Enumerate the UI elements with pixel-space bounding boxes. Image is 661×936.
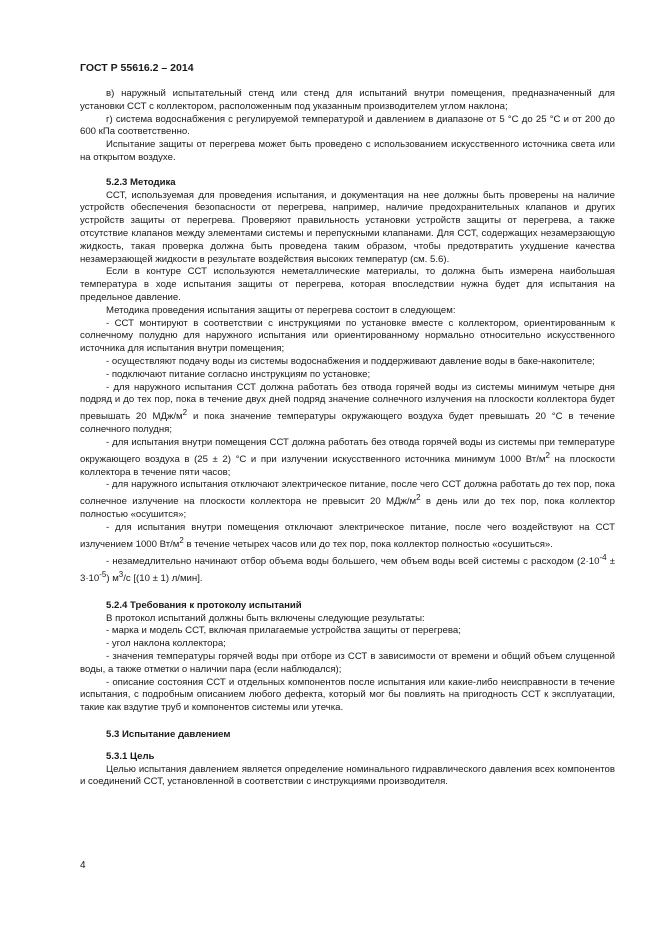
list-item-water-supply: - осуществляют подачу воды из системы водоснабжения и поддерживают давление воды в баке-накопителе; <box>106 355 595 367</box>
heading-5-3-1: 5.3.1 Цель <box>106 750 155 762</box>
list-item-power: - подключают питание согласно инструкциям по установке; <box>106 368 371 380</box>
list-item-indoor-power-off: - для испытания внутри помещения отключают электрическое питание, после чего воздействуют на ССТ излучением 1000 $Вт/м^2$ в течение четырех часов или до тех пор, пока коллектор полностью «осушиться». <box>80 522 615 551</box>
list-item-water-draw: - незамедлительно начинают отбор объема воды большего, чем объем воды всей системы с расходом $(2\cdot 10^{-4} \pm 3\cdot 10^{-5})$ $м^3/с$ [(10 ± 1) л/мин]. <box>80 552 615 585</box>
heading-5-3: 5.3 Испытание давлением <box>106 728 231 740</box>
paragraph-item-v: в) наружный испытательный стенд или стенд для испытаний внутри помещения, предназначенный для установки ССТ с коллектором, расположенным под указанным производителем углом наклона; <box>80 88 615 112</box>
list-item-tilt-angle: - угол наклона коллектора; <box>106 638 226 650</box>
paragraph-method-intro: Методика проведения испытания защиты от перегрева состоит в следующем: <box>106 304 456 316</box>
list-item-brand-model: - марка и модель ССТ, включая прилагаемые устройства защиты от перегрева; <box>106 625 461 637</box>
paragraph-pressure-goal: Целью испытания давлением является определение номинального гидравлического давления всех компонентов и соединений ССТ, установленной в соответствии с инструкциями производителя. <box>80 763 615 788</box>
paragraph-report-intro: В протокол испытаний должны быть включены следующие результаты: <box>106 612 425 624</box>
document-header: ГОСТ Р 55616.2 – 2014 <box>80 62 194 74</box>
heading-5-2-3: 5.2.3 Методика <box>106 176 176 188</box>
list-item-condition: - описание состояния ССТ и отдельных компонентов после испытания или какие-либо неисправности в течение испытания, с подробным описанием любого дефекта, который мог бы повлиять на пригодность ССТ к эксплуатации, такие как вздутие труб и компонентов системы или утечка. <box>80 676 615 714</box>
page-number: 4 <box>80 860 86 871</box>
paragraph-light-source: Испытание защиты от перегрева может быть проведено с использованием искусственного источника света или на открытом воздухе. <box>80 139 615 163</box>
document-body <box>80 88 615 789</box>
paragraph-nonmetal: Если в контуре ССТ используются неметаллические материалы, то должна быть измерена наибольшая температура в ходе испытания защиты от перегрева, которая впоследствии нужна будет для испытания на предельное давление. <box>80 266 615 303</box>
list-item-indoor-test: - для испытания внутри помещения ССТ должна работать без отвода горячей воды из системы при температуре окружающего воздуха в (25 ± 2) °С и при излучении искусственного источника минимум 1000 $Вт/м^2$ на плоскости коллектора в течение пяти часов; <box>80 436 615 478</box>
list-item-outdoor-power-off: - для наружного испытания отключают электрическое питание, после чего ССТ должна работать до тех пор, пока солнечное излучение на плоскости коллектора не превысит 20 МДж/$м^2$ в день или до тех пор, пока коллектор полностью «осушится»; <box>80 479 615 521</box>
heading-5-2-4: 5.2.4 Требования к протоколу испытаний <box>106 599 302 611</box>
list-item-outdoor-test: - для наружного испытания ССТ должна работать без отвода горячей воды из системы минимум четыре дня подряд и до тех пор, пока в течение двух дней подряд значение солнечного излучения на плоскости коллектора будет превышать 20 МДж/$м^2$ и пока значение температуры окружающего воздуха будет превышать 20 °С в течение солнечного полудня; <box>80 381 615 436</box>
paragraph-documentation-check: ССТ, используемая для проведения испытания, и документация на нее должны быть проверены на наличие устройств обеспечения безопасности от перегрева, например, наличие предохранительных клапанов и других устройств защиты от перегрева. Проверяют правильность установки устройств защиты от перегрева, а также отсутствие клапанов между элементами системы и перепускными клапанами. Для ССТ, содержащих незамерзающую жидкость, такая проверка должна быть проведена таким образом, чтобы предотвратить ухудшение качества незамерзающей жидкости в результате воздействия высоких температур (см. 5.6). <box>80 189 615 265</box>
paragraph-item-g: г) система водоснабжения с регулируемой температурой и давлением в диапазоне от 5 °С до 25 °С и от 200 до 600 кПа соответственно. <box>80 113 615 138</box>
list-item-mount: - ССТ монтируют в соответствии с инструкциями по установке вместе с коллектором, ориентированным к солнечному полудню для наружного испытания или ориентированному нормально относительно искусственного источника для испытания внутри помещения; <box>80 317 615 355</box>
list-item-hot-water-temps: - значения температуры горячей воды при отборе из ССТ в зависимости от времени и общий объем слущенной воды, а также отметки о наличии пара (если наблюдался); <box>80 651 615 675</box>
